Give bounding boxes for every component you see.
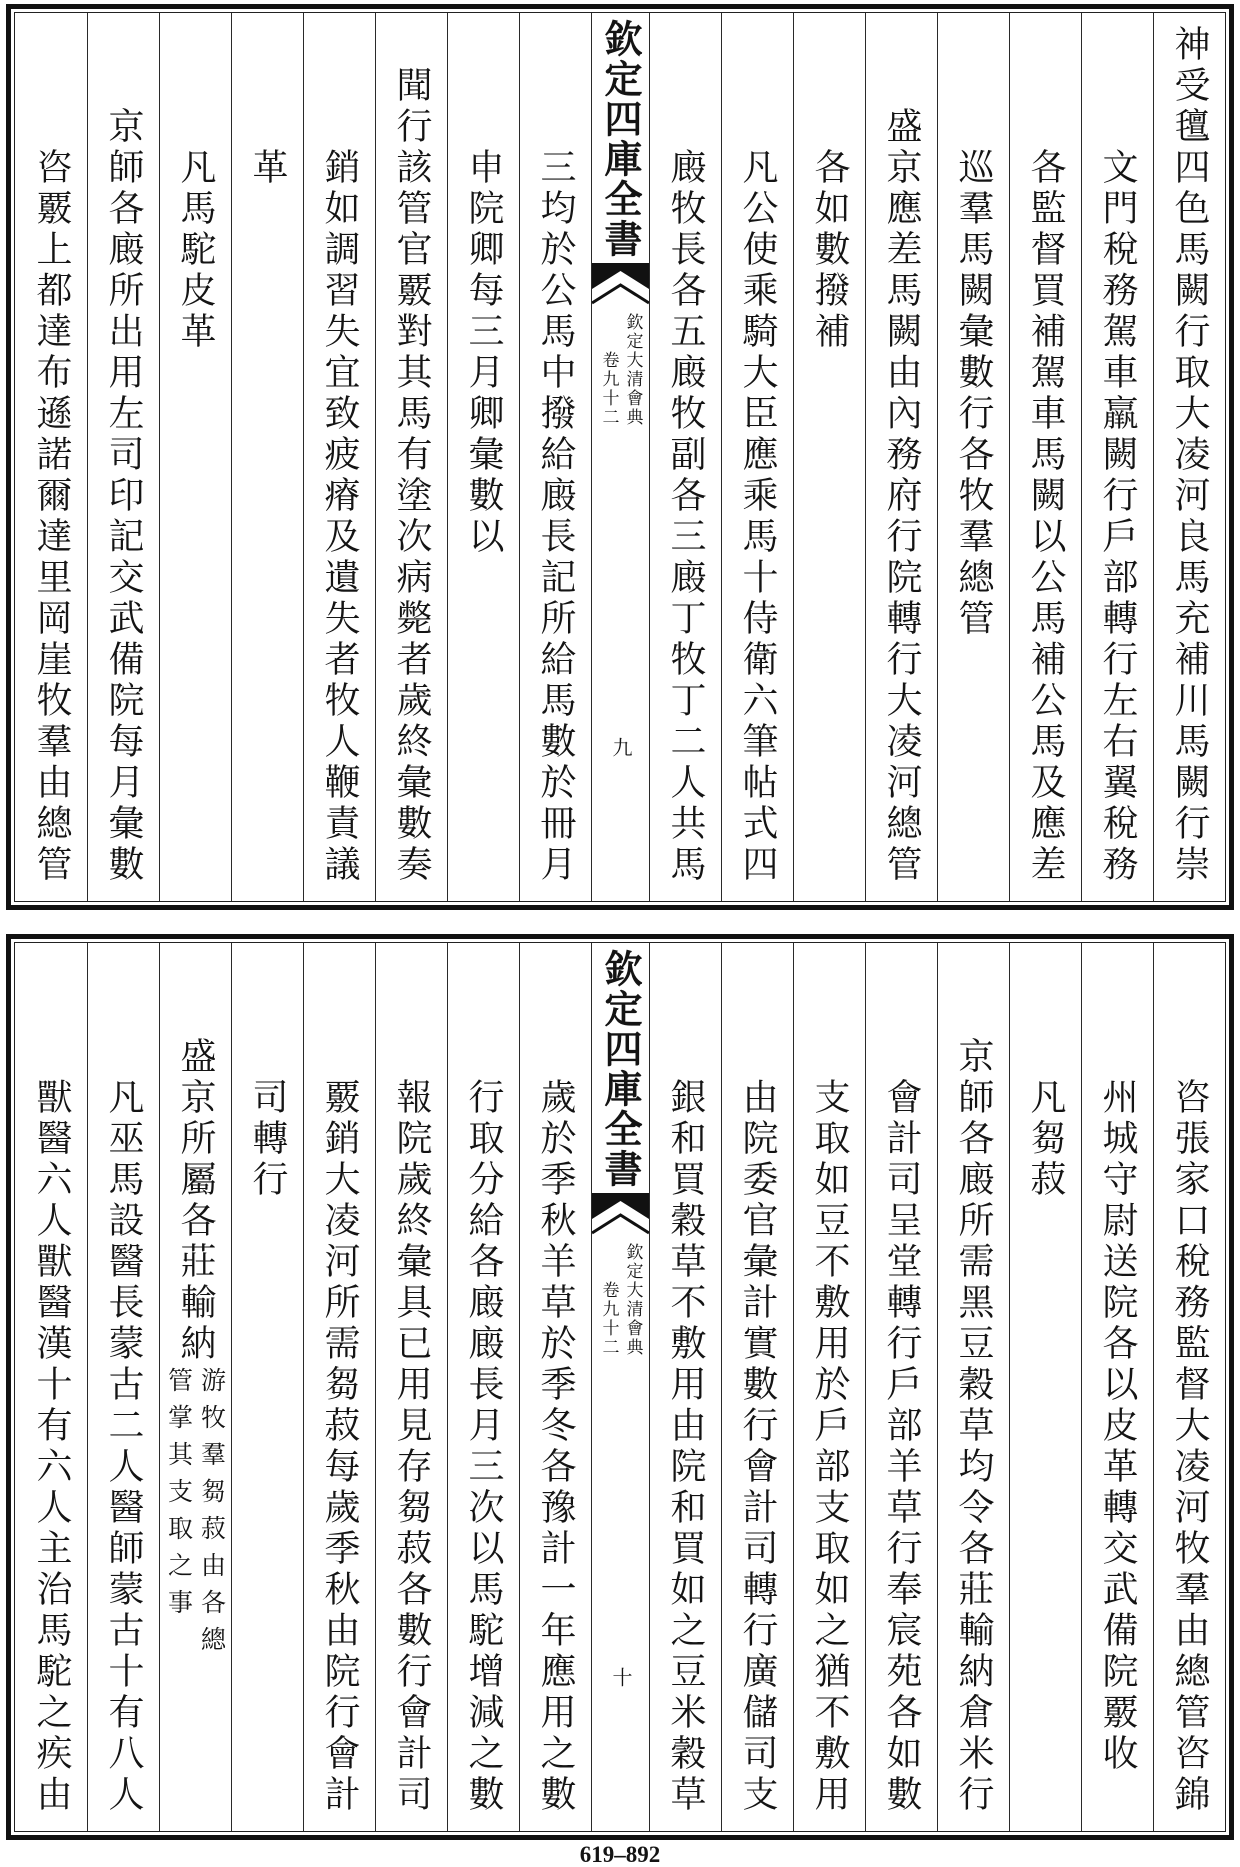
column-text: 凡巫馬設醫長蒙古二人醫師蒙古十有八人 <box>103 1078 144 1816</box>
text-column <box>159 13 231 901</box>
text-column <box>15 13 87 901</box>
column-text: 巡羣馬闕彙數行各牧羣總管 <box>953 148 994 640</box>
text-column <box>87 13 159 901</box>
text-column <box>231 13 303 901</box>
banner-subtitle <box>592 1243 649 1357</box>
column-text: 京師各廄所出用左司印記交武備院每月彙數 <box>103 107 144 886</box>
text-column <box>375 13 447 901</box>
column-text: 文門稅務駕車羸闕行戶部轉行左右翼稅務 <box>1097 148 1138 886</box>
banner-column <box>591 943 649 1831</box>
column-text: 廄牧長各五廄牧副各三廄丁牧丁二人共馬 <box>665 148 706 886</box>
fishtail-ornament <box>592 1193 649 1237</box>
text-column <box>87 943 159 1831</box>
text-column <box>375 943 447 1831</box>
text-column <box>1009 13 1081 901</box>
text-column <box>937 13 1009 901</box>
double-line-annotation <box>162 1367 229 1663</box>
annotation-line: 游牧羣芻菽由各總 <box>197 1367 227 1663</box>
column-text: 凡公使乘騎大臣應乘馬十侍衛六筆帖式四 <box>737 148 778 886</box>
banner-title: 欽定四庫全書 <box>598 19 643 259</box>
text-column <box>447 943 519 1831</box>
text-column <box>649 943 721 1831</box>
banner-column <box>591 13 649 901</box>
column-text: 銷如調習失宜致疲瘠及遺失者牧人鞭責議 <box>319 148 360 886</box>
column-text: 獸醫六人獸醫漢十有六人主治馬駝之疾由 <box>31 1078 72 1816</box>
banner-juan: 卷九十二 <box>598 1281 619 1357</box>
text-column <box>231 943 303 1831</box>
leaf-number: 十 <box>609 1667 633 1687</box>
text-column <box>15 943 87 1831</box>
column-text: 革 <box>247 148 288 189</box>
text-column <box>1009 943 1081 1831</box>
text-column <box>793 13 865 901</box>
text-column <box>793 943 865 1831</box>
column-text: 支取如豆不敷用於戶部支取如之猶不敷用 <box>809 1078 850 1816</box>
text-column <box>303 13 375 901</box>
column-text: 盛京應差馬闕由內務府行院轉行大凌河總管 <box>881 107 922 886</box>
text-column <box>865 13 937 901</box>
panel-frame <box>14 942 1226 1832</box>
column-text: 咨覈上都達布遜諾爾達里岡崖牧羣由總管 <box>31 148 72 886</box>
text-column <box>721 13 793 901</box>
text-column <box>1153 13 1225 901</box>
text-column <box>865 943 937 1831</box>
banner-title: 欽定四庫全書 <box>598 949 643 1189</box>
banner-book-title: 欽定大清會典 <box>622 1243 643 1357</box>
page-panel-bottom <box>6 934 1234 1840</box>
page-panel-top <box>6 4 1234 910</box>
column-text: 盛京所屬各莊輸納 <box>175 1037 216 1365</box>
fishtail-ornament <box>592 263 649 307</box>
column-text: 州城守尉送院各以皮革轉交武備院覈收 <box>1097 1078 1138 1775</box>
column-text: 申院卿每三月卿彙數以 <box>463 148 504 558</box>
banner-book-title: 欽定大清會典 <box>622 313 643 427</box>
text-column <box>721 943 793 1831</box>
column-text: 歲於季秋羊草於季冬各豫計一年應用之數 <box>535 1078 576 1816</box>
column-text: 司轉行 <box>247 1078 288 1201</box>
text-column <box>303 943 375 1831</box>
column-text: 神受氊四色馬闕行取大凌河良馬充補川馬闕行崇 <box>1169 25 1210 886</box>
text-column <box>1153 943 1225 1831</box>
column-text: 覈銷大凌河所需芻菽每歲季秋由院行會計 <box>319 1078 360 1816</box>
column-text: 由院委官彙計實數行會計司轉行廣儲司支 <box>737 1078 778 1816</box>
column-text: 銀和買穀草不敷用由院和買如之豆米穀草 <box>665 1078 706 1816</box>
annotation-line: 管掌其支取之事 <box>164 1367 194 1626</box>
text-column <box>1081 943 1153 1831</box>
text-column <box>159 943 231 1831</box>
column-text: 報院歲終彙具已用見存芻菽各數行會計司 <box>391 1078 432 1816</box>
column-text: 各監督買補駕車馬闕以公馬補公馬及應差 <box>1025 148 1066 886</box>
column-text: 凡馬駝皮革 <box>175 148 216 353</box>
column-text: 三均於公馬中撥給廄長記所給馬數於冊月 <box>535 148 576 886</box>
column-text: 凡芻菽 <box>1025 1078 1066 1201</box>
column-text: 京師各廄所需黑豆穀草均令各莊輸納倉米行 <box>953 1037 994 1816</box>
page-number: 619–892 <box>579 1842 661 1867</box>
panel-frame <box>14 12 1226 902</box>
text-column <box>519 13 591 901</box>
leaf-number: 九 <box>609 737 633 757</box>
column-text: 聞行該管官覈對其馬有塗次病斃者歲終彙數奏 <box>391 66 432 886</box>
text-column <box>447 13 519 901</box>
text-column <box>1081 13 1153 901</box>
column-text: 各如數撥補 <box>809 148 850 353</box>
banner-juan: 卷九十二 <box>598 351 619 427</box>
text-column <box>519 943 591 1831</box>
column-text: 咨張家口稅務監督大凌河牧羣由總管咨錦 <box>1169 1078 1210 1816</box>
text-column <box>649 13 721 901</box>
column-text: 會計司呈堂轉行戶部羊草行奉宸苑各如數 <box>881 1078 922 1816</box>
column-text: 行取分給各廄廄長月三次以馬駝增減之數 <box>463 1078 504 1816</box>
text-column <box>937 943 1009 1831</box>
banner-subtitle <box>592 313 649 427</box>
